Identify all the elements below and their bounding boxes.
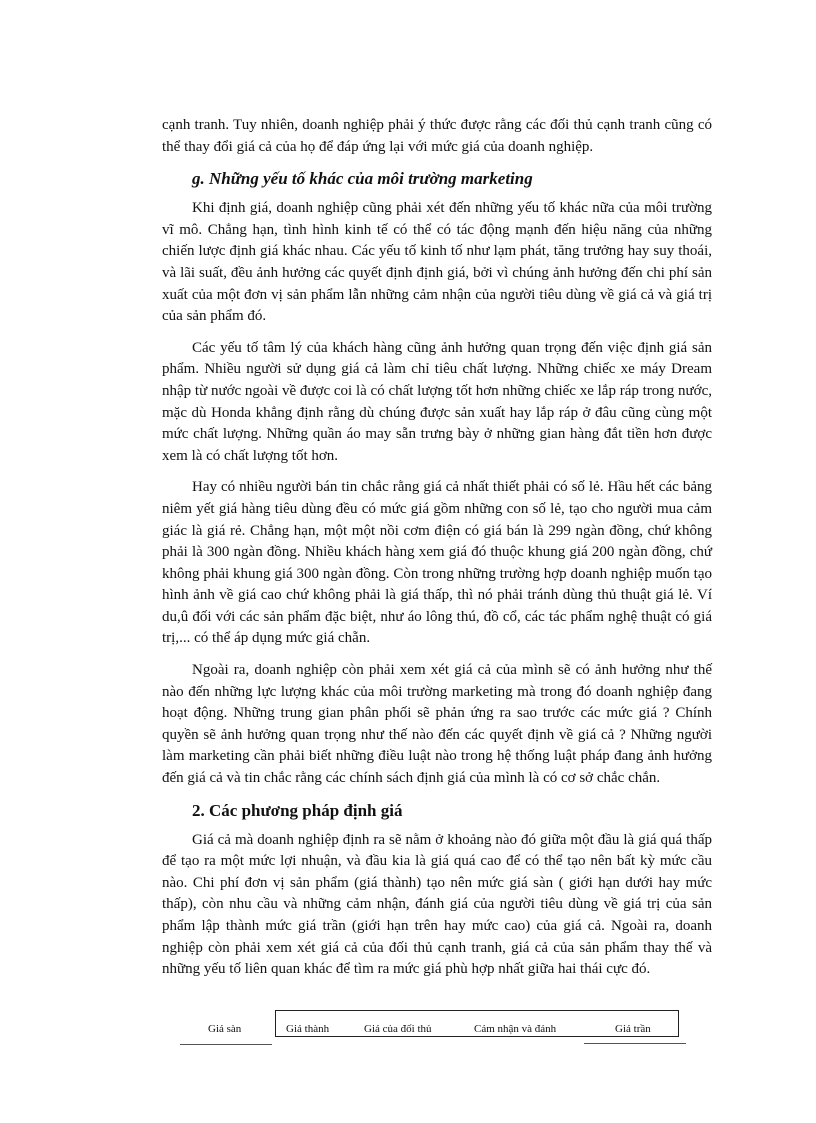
- paragraph-competition-end: cạnh tranh. Tuy nhiên, doanh nghiệp phải ý thức được rằng các đối thủ cạnh tranh cũng có thể thay đổi giá cả của họ để đáp ứng lại với mức giá của doanh nghiệp.: [162, 117, 712, 155]
- ceiling-line: [584, 1043, 686, 1044]
- label-gia-thanh: Giá thành: [286, 1023, 330, 1035]
- paragraph-macro-environment: Khi định giá, doanh nghiệp cũng phải xét đến những yếu tố khác nữa của môi trường vĩ mô. Chẳng hạn, tình hình kinh tế có thể có tác động mạnh đến hiệu năng của những chiến lược định giá khác nhau. Các yếu tố kinh tố như lạm phát, tăng trưởng hay suy thoái, và lãi suất, đều ảnh hưởng các quyết định định giá, bởi vì chúng ảnh hưởng đến chi phí sản xuất của một đơn vị sản phẩm lẫn những cảm nhận của người tiêu dùng về giá cả và giá trị của sản phẩm đó.: [162, 200, 712, 325]
- document-page: [162, 115, 712, 991]
- floor-line: [180, 1044, 272, 1045]
- label-gia-doi-thu: Giá của đối thủ: [364, 1023, 432, 1035]
- section-heading-g: g. Những yếu tố khác của môi trường marketing: [192, 169, 533, 189]
- paragraph-odd-pricing: Hay có nhiều người bán tin chắc rằng giá cả nhất thiết phải có số lẻ. Hầu hết các bảng niêm yết giá hàng tiêu dùng đều có mức giá gồm những con số lẻ, tạo cho người mua cảm giác là giá rẻ. Chẳng hạn, một một nồi cơm điện có giá bán là 299 ngàn đồng, chứ không phải là 300 ngàn đồng. Nhiều khách hàng xem giá đó thuộc khung giá 200 ngàn đồng, chứ không phải khung giá 300 ngàn đồng. Còn trong những trường hợp doanh nghiệp muốn tạo hình ảnh về giá cao chứ không phải là giá thấp, thì nó phải tránh dùng thủ thuật giá lẻ. Ví du,û đối với các sản phẩm đặc biệt, như áo lông thú, đồ cổ, các tác phẩm nghệ thuật có giá trị,... có thể áp dụng mức giá chẵn.: [162, 479, 712, 647]
- label-gia-san: Giá sàn: [208, 1023, 242, 1035]
- pricing-range-diagram: [178, 1010, 698, 1055]
- paragraph-psychology: Các yếu tố tâm lý của khách hàng cũng ảnh hưởng quan trọng đến việc định giá sản phẩm. Nhiều người sử dụng giá cả làm chỉ tiêu chất lượng. Những chiếc xe máy Dream nhập từ nước ngoài về được coi là có chất lượng tốt hơn những chiếc xe lắp ráp trong nước, mặc dù Honda khẳng định rằng dù chúng được sản xuất hay lắp ráp ở đâu cũng cùng một mức chất lượng. Những quần áo may sẵn trưng bày ở những gian hàng đắt tiền hơn được xem là có chất lượng tốt hơn.: [162, 339, 712, 464]
- section-heading-2: 2. Các phương pháp định giá: [192, 800, 403, 820]
- paragraph-pricing-methods: Giá cả mà doanh nghiệp định ra sẽ nằm ở khoảng nào đó giữa một đầu là giá quá thấp để tạo ra một mức lợi nhuận, và đầu kia là giá quá cao để có thể tạo nên bất kỳ mức cầu nào. Chi phí đơn vị sản phẩm (giá thành) tạo nên mức giá sàn ( giới hạn dưới hay mức thấp), còn nhu cầu và những cảm nhận, đánh giá của người tiêu dùng về giá trị của sản phẩm lập thành mức giá trần (giới hạn trên hay mức cao) của giá cả. Ngoài ra, doanh nghiệp còn phải xem xét giá cả của đối thủ cạnh tranh, giá cả của sản phẩm thay thế và những yếu tố liên quan khác để tìm ra mức giá phù hợp nhất giữa hai thái cực đó.: [162, 831, 712, 978]
- label-gia-tran: Giá trần: [615, 1023, 651, 1035]
- label-cam-nhan: Cảm nhận và đánh: [474, 1023, 557, 1035]
- paragraph-other-forces: Ngoài ra, doanh nghiệp còn phải xem xét giá cả của mình sẽ có ảnh hưởng như thế nào đến những lực lượng khác của môi trường marketing mà trong đó doanh nghiệp đang hoạt động. Những trung gian phân phối sẽ phản ứng ra sao trước các mức giá ? Chính quyền sẽ ảnh hưởng quan trọng như thế nào đến các quyết định về giá cả ? Những người làm marketing cần phải biết những điều luật nào trong hệ thống luật pháp đang ảnh hưởng đến giá cả và tin chắc rằng các chính sách định giá của mình là có cơ sở chắc chắn.: [162, 662, 712, 787]
